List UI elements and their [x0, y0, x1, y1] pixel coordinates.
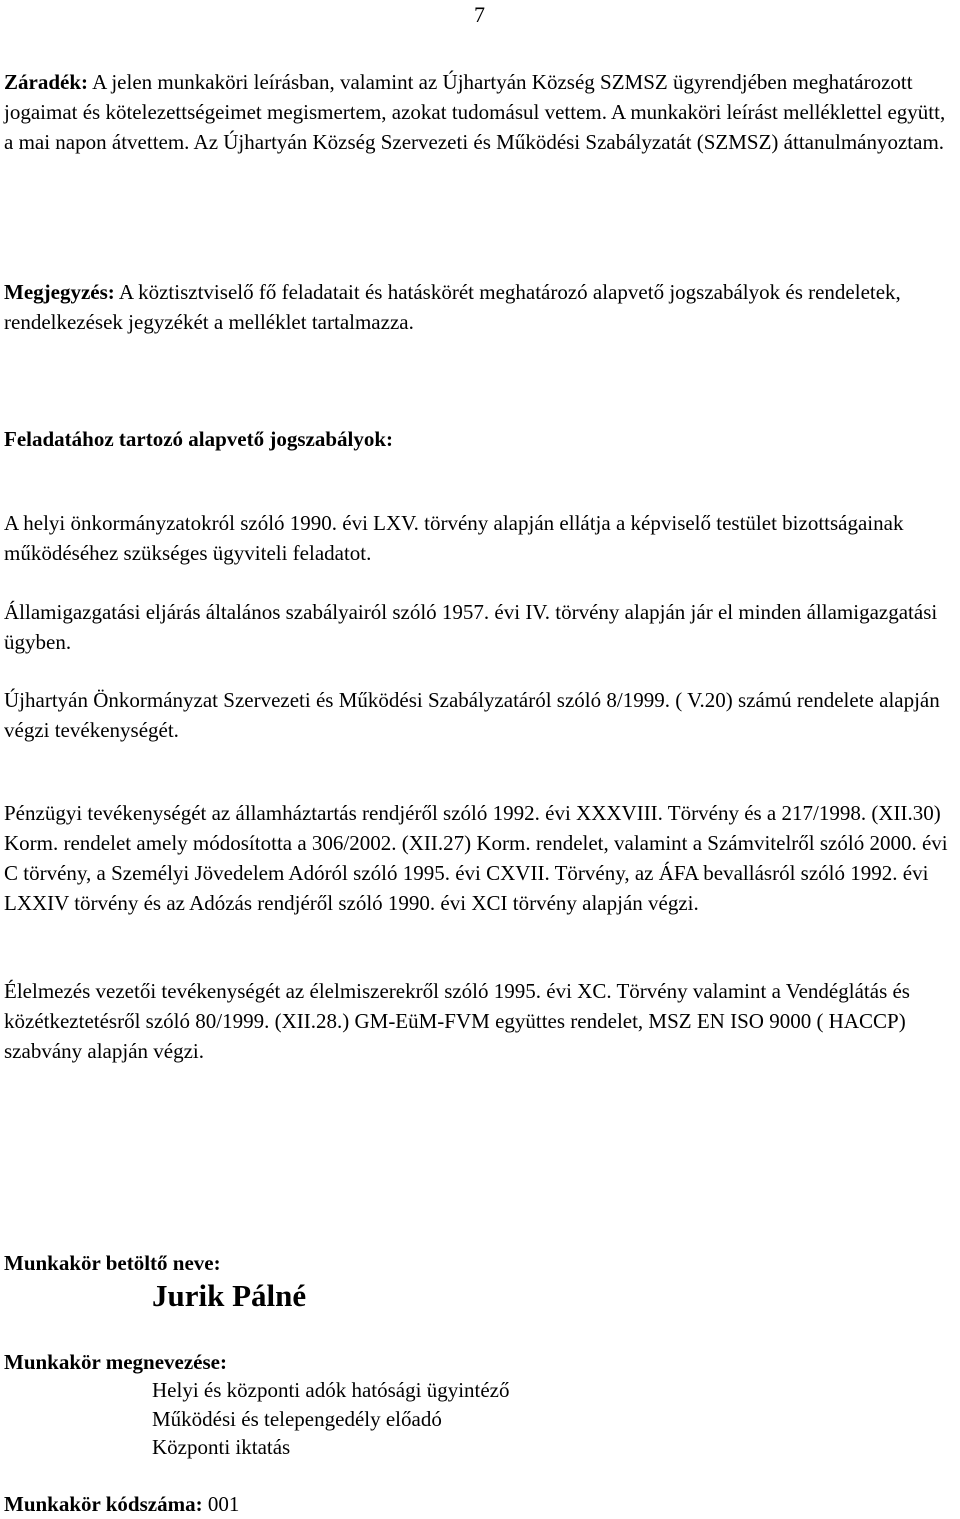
note-label: Megjegyzés:: [4, 280, 115, 304]
duty-item: Működési és telepengedély előadó: [152, 1407, 442, 1431]
law-paragraph: Államigazgatási eljárás általános szabályairól szóló 1957. évi IV. törvény alapján jár el minden államigazgatási ügyben.: [4, 600, 938, 654]
law-paragraph: Újhartyán Önkormányzat Szervezeti és Működési Szabályzatáról szóló 8/1999. ( V.20) számú rendelete alapján végzi tevékenységét.: [4, 688, 940, 742]
clause-text: A jelen munkaköri leírásban, valamint az Újhartyán Község SZMSZ ügyrendjében meghatározott jogaimat és kötelezettségeimet megismertem, azokat tudomásul vettem. A munkaköri leírást melléklettel együtt, a mai napon átvettem. Az Újhartyán Község Szervezeti és Működési Szabályzatát (SZMSZ) áttanulmányoztam.: [4, 70, 946, 154]
note-text: A köztisztviselő fő feladatait és hatáskörét meghatározó alapvető jogszabályok és rendeletek, rendelkezések jegyzékét a melléklet tartalmazza.: [4, 280, 901, 334]
law-paragraph: Élelmezés vezetői tevékenységét az élelmiszerekről szóló 1995. évi XC. Törvény valamint a Vendéglátás és közétkeztetésről szóló 80/1999. (XII.28.) GM-EüM-FVM együttes rendelet, MSZ EN ISO 9000 ( HACCP) szabvány alapján végzi.: [4, 979, 910, 1063]
duty-item: Központi iktatás: [152, 1435, 291, 1459]
holder-name: Jurik Pálné: [152, 1278, 307, 1313]
position-label: Munkakör megnevezése:: [4, 1350, 227, 1374]
page-number: 7: [474, 2, 485, 27]
note-paragraph: [4, 277, 954, 337]
code-value: 001: [202, 1492, 240, 1516]
law-paragraph: A helyi önkormányzatokról szóló 1990. évi LXV. törvény alapján ellátja a képviselő testület bizottságainak működéséhez szükséges ügyviteli feladatot.: [4, 511, 904, 565]
duty-item: Helyi és központi adók hatósági ügyintéző: [152, 1378, 510, 1402]
clause-paragraph: [4, 67, 954, 157]
code-label: Munkakör kódszáma:: [4, 1492, 203, 1516]
law-paragraph: Pénzügyi tevékenységét az államháztartás rendjéről szóló 1992. évi XXXVIII. Törvény és a 217/1998. (XII.30) Korm. rendelet amely módosította a 306/2002. (XII.27) Korm. rendelet, valamint a Számvitelről szóló 2000. évi C törvény, a Személyi Jövedelem Adóról szóló 1995. évi CXVII. Törvény, az ÁFA bevallásról szóló 1992. évi LXXIV törvény és az Adózás rendjéről szóló 1990. évi XCI törvény alapján végzi.: [4, 801, 948, 915]
clause-label: Záradék:: [4, 70, 88, 94]
laws-title: Feladatához tartozó alapvető jogszabályok:: [4, 427, 394, 451]
holder-label: Munkakör betöltő neve:: [4, 1251, 221, 1275]
